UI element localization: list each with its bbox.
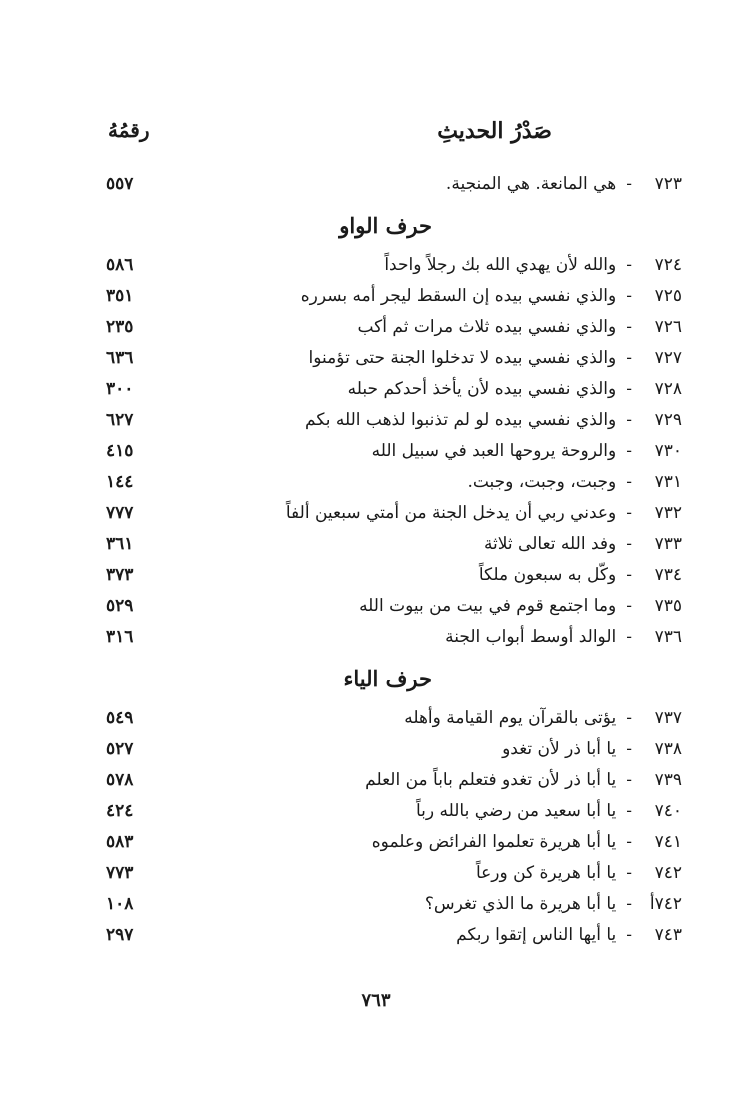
entry-number: ٧٣٥ — [654, 596, 682, 616]
entry-text: والذي نفسي بيده لو لم تذنبوا لذهب الله بكم — [305, 410, 617, 430]
entry-reference: ١٤٤ — [106, 472, 134, 492]
index-entry: ٧٤٠-يا أبا سعيد من رضي بالله رباً ٤٢٤ — [106, 801, 682, 821]
entry-text: يؤتى بالقرآن يوم القيامة وأهله — [404, 708, 617, 728]
entry-number: ٧٢٦ — [654, 317, 682, 337]
entry-reference: ٧٧٧ — [106, 503, 134, 523]
entry-reference: ٣٧٣ — [106, 565, 134, 585]
entry-number: ٧٣١ — [654, 472, 682, 492]
entry-text: الوالد أوسط أبواب الجنة — [445, 627, 617, 647]
hadith-title-column-header: صَدْرُ الحديثِ — [437, 118, 552, 144]
entry-text: والله لأن يهدي الله بك رجلاً واحداً — [384, 255, 617, 275]
entry-text: يا أيها الناس إتقوا ربكم — [456, 925, 617, 945]
index-entry: ٧٢٨-والذي نفسي بيده لأن يأخذ أحدكم حبله ٣٠٠ — [106, 379, 682, 399]
entry-reference: ٥٢٧ — [106, 739, 134, 759]
index-list — [0, 170, 752, 952]
entry-reference: ٥٨٣ — [106, 832, 134, 852]
entry-number: ٧٢٤ — [654, 255, 682, 275]
index-entry: ٧٤٢-يا أبا هريرة كن ورعاً ٧٧٣ — [106, 863, 682, 883]
entry-number: ٧٣٦ — [654, 627, 682, 647]
entry-number: ٧٤٠ — [654, 801, 682, 821]
entry-number: ٧٢٨ — [654, 379, 682, 399]
entry-text: يا أبا هريرة ما الذي تغرس؟ — [424, 894, 617, 914]
index-entry: ٧٢٦-والذي نفسي بيده ثلاث مرات ثم أكب ٢٣٥ — [106, 317, 682, 337]
entry-number: ٧٣٠ — [654, 441, 682, 461]
entry-number: ٧٣٧ — [654, 708, 682, 728]
entry-text: والذي نفسي بيده ثلاث مرات ثم أكب — [357, 317, 617, 337]
index-entry: ٧٢٤-والله لأن يهدي الله بك رجلاً واحداً ٥٨٦ — [106, 255, 682, 275]
section-title: حرف الواو — [339, 213, 432, 238]
index-entry: ٧٣٦-الوالد أوسط أبواب الجنة ٣١٦ — [106, 627, 682, 647]
entry-reference: ٥٨٦ — [106, 255, 134, 275]
index-entry: ٧٢٩-والذي نفسي بيده لو لم تذنبوا لذهب الله بكم ٦٢٧ — [106, 410, 682, 430]
entry-reference: ٣١٦ — [106, 627, 134, 647]
entry-text: يا أبا ذر لأن تغدو فتعلم باباً من العلم — [365, 770, 617, 790]
entry-number: ٧٣٣ — [654, 534, 682, 554]
entry-reference: ٥٢٩ — [106, 596, 134, 616]
entry-reference: ٥٧٨ — [106, 770, 134, 790]
entry-text: يا أبا هريرة تعلموا الفرائض وعلموه — [371, 832, 617, 852]
index-entry: ٧٣٥-وما اجتمع قوم في بيت من بيوت الله ٥٢٩ — [106, 596, 682, 616]
table-header — [0, 110, 752, 146]
entry-number: ٧٢٩ — [654, 410, 682, 430]
entry-reference: ٣٦١ — [106, 534, 134, 554]
entry-reference: ٢٩٧ — [106, 925, 134, 945]
entry-text: وفد الله تعالى ثلاثة — [483, 534, 617, 554]
entry-number: ٧٣٤ — [654, 565, 682, 585]
entry-text: والذي نفسي بيده لا تدخلوا الجنة حتى تؤمنوا — [308, 348, 617, 368]
entry-number: ٧٣٩ — [654, 770, 682, 790]
index-entry: ٧٣٠-والروحة يروحها العبد في سبيل الله ٤١٥ — [106, 441, 682, 461]
entry-number: ٧٤٣ — [654, 925, 682, 945]
entry-text: يا أبا هريرة كن ورعاً — [475, 863, 617, 883]
index-entry: ٧٣٤-وكّل به سبعون ملكاً ٣٧٣ — [106, 565, 682, 585]
entry-reference: ٤١٥ — [106, 441, 134, 461]
entry-reference: ٣٥١ — [106, 286, 134, 306]
index-entry: ٧٣٣-وفد الله تعالى ثلاثة ٣٦١ — [106, 534, 682, 554]
entry-text: يا أبا سعيد من رضي بالله رباً — [415, 801, 617, 821]
entry-text: وعدني ربي أن يدخل الجنة من أمتي سبعين ألفاً — [285, 503, 617, 523]
index-entry: ٧٢٥-والذي نفسي بيده إن السقط ليجر أمه بسرره ٣٥١ — [106, 286, 682, 306]
section-heading-waw — [0, 201, 752, 251]
index-entry: ٧٤١-يا أبا هريرة تعلموا الفرائض وعلموه ٥٨٣ — [106, 832, 682, 852]
entry-number: ٧٢٧ — [654, 348, 682, 368]
index-entry: ٧٣٢-وعدني ربي أن يدخل الجنة من أمتي سبعين ألفاً ٧٧٧ — [106, 503, 682, 523]
entry-reference: ١٠٨ — [106, 894, 134, 914]
index-entry: ٧٣١-وجبت، وجبت، وجبت. ١٤٤ — [106, 472, 682, 492]
page-number: ٧٦٣ — [361, 990, 391, 1011]
entry-text: وما اجتمع قوم في بيت من بيوت الله — [359, 596, 617, 616]
entry-text: والروحة يروحها العبد في سبيل الله — [371, 441, 617, 461]
entry-text: وكّل به سبعون ملكاً — [478, 565, 617, 585]
entry-number: ٧٢٥ — [654, 286, 682, 306]
entry-number: ٧٤٢ — [654, 863, 682, 883]
entry-text: والذي نفسي بيده لأن يأخذ أحدكم حبله — [347, 379, 617, 399]
entry-reference: ٧٧٣ — [106, 863, 134, 883]
entry-reference: ٥٤٩ — [106, 708, 134, 728]
entry-reference: ٢٣٥ — [106, 317, 134, 337]
entry-reference: ٤٢٤ — [106, 801, 134, 821]
entry-number: ٧٣٢ — [654, 503, 682, 523]
entry-number: ٧٢٣ — [654, 174, 682, 194]
reference-number-column-header: رقمُهُ — [108, 118, 150, 142]
index-entry: ٧٤٣-يا أيها الناس إتقوا ربكم ٢٩٧ — [106, 925, 682, 945]
index-entry: ٧٣٩-يا أبا ذر لأن تغدو فتعلم باباً من العلم ٥٧٨ — [106, 770, 682, 790]
index-entry: ٧٣٨-يا أبا ذر لأن تغدو ٥٢٧ — [106, 739, 682, 759]
entry-number: ٧٤٢أ — [649, 894, 682, 914]
entry-text: والذي نفسي بيده إن السقط ليجر أمه بسرره — [300, 286, 617, 306]
entry-number: ٧٣٨ — [654, 739, 682, 759]
entry-text: يا أبا ذر لأن تغدو — [502, 739, 617, 759]
section-title: حرف الياء — [343, 666, 432, 691]
entry-reference: ٦٢٧ — [106, 410, 134, 430]
entry-reference: ٦٣٦ — [106, 348, 134, 368]
entry-text: وجبت، وجبت، وجبت. — [467, 472, 617, 492]
section-heading-ya — [0, 654, 752, 704]
index-entry: ٧٤٢أ-يا أبا هريرة ما الذي تغرس؟ ١٠٨ — [106, 894, 682, 914]
entry-reference: ٣٠٠ — [106, 379, 134, 399]
index-entry: ٧٣٧-يؤتى بالقرآن يوم القيامة وأهله ٥٤٩ — [106, 708, 682, 728]
entry-text: هي المانعة. هي المنجية. — [445, 174, 617, 194]
entry-number: ٧٤١ — [654, 832, 682, 852]
index-entry: ٧٢٧-والذي نفسي بيده لا تدخلوا الجنة حتى تؤمنوا ٦٣٦ — [106, 348, 682, 368]
entry-reference: ٥٥٧ — [106, 174, 134, 194]
index-entry: ٧٢٣-هي المانعة. هي المنجية. ٥٥٧ — [106, 174, 682, 194]
